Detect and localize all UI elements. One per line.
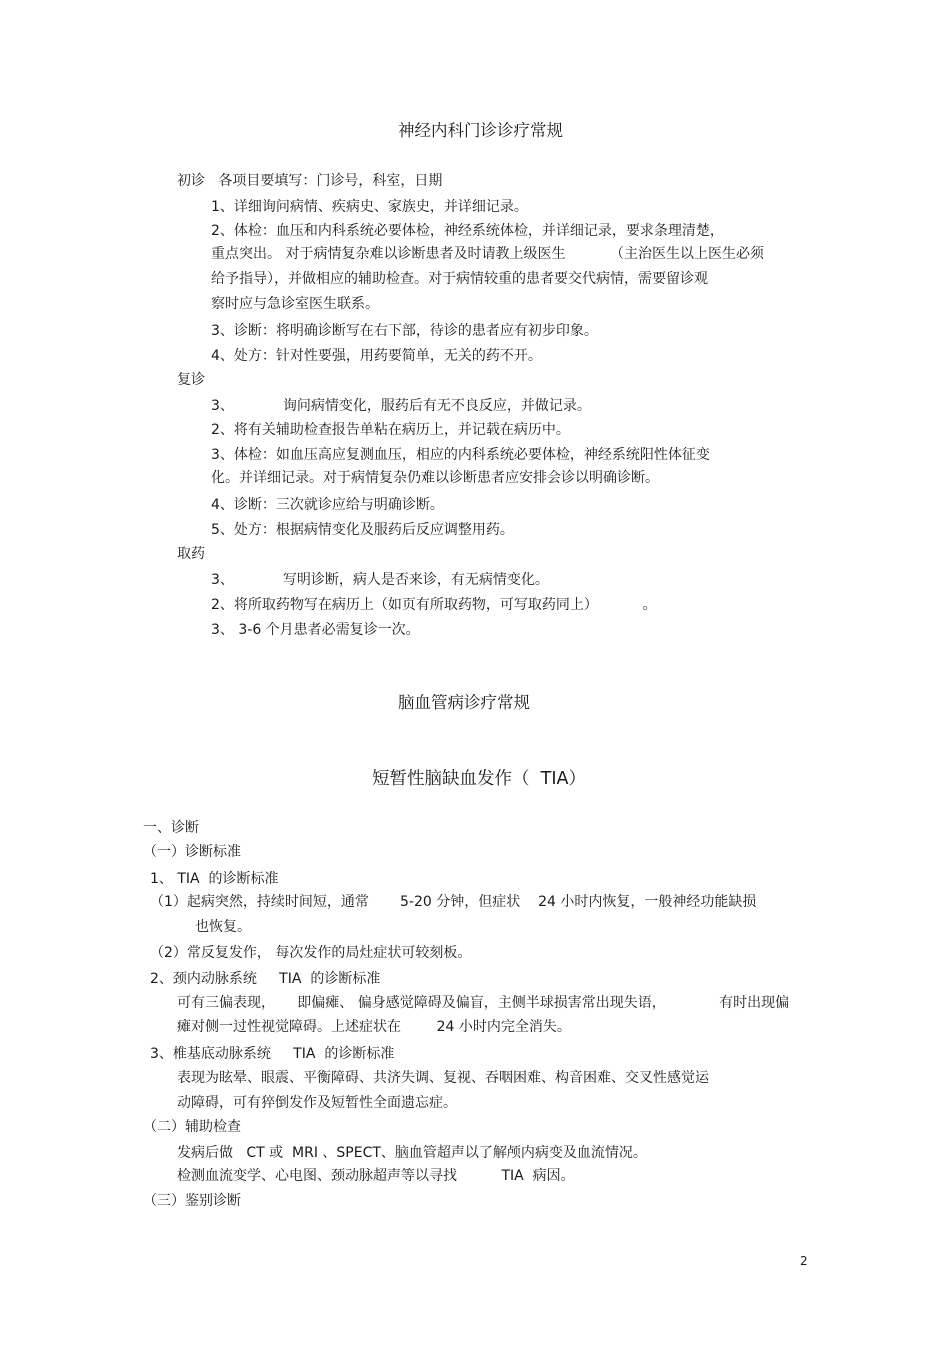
first-visit-heading: 初诊 各项目要填写：门诊号，科室，日期 <box>177 173 443 189</box>
criteria-item-3-line-1: 表现为眩晕、眼震、平衡障碍、共济失调、复视、吞咽困难、构音困难、交叉性感觉运 <box>177 1070 709 1086</box>
return-visit-item-2: 2、将有关辅助检查报告单粘在病历上，并记载在病历中。 <box>211 422 570 438</box>
return-visit-item-3-line-2: 化。并详细记录。对于病情复杂仍难以诊断患者应安排会诊以明确诊断。 <box>211 470 659 486</box>
page-number: 2 <box>800 1254 808 1268</box>
first-visit-item-2-line-1: 2、体检：血压和内科系统必要体检，神经系统体检，并详细记录，要求条理清楚， <box>211 223 724 239</box>
criteria-item-1-1-line-2: 也恢复。 <box>195 919 251 935</box>
auxiliary-exam-heading: （二）辅助检查 <box>143 1119 241 1135</box>
criteria-item-2-line-1: 可有三偏表现， 即偏瘫、 偏身感觉障碍及偏盲，主侧半球损害常出现失语， 有时出现偏 <box>177 995 790 1011</box>
criteria-item-1-2: （2）常反复发作， 每次发作的局灶症状可较刻板。 <box>150 945 472 961</box>
return-visit-item-4: 4、诊断：三次就诊应给与明确诊断。 <box>211 497 444 513</box>
criteria-item-1-1-line-1: （1）起病突然，持续时间短，通常 5-20 分钟，但症状 24 小时内恢复，一般神经功能缺损 <box>150 894 757 910</box>
auxiliary-exam-line-1: 发病后做 CT 或 MRI 、SPECT、脑血管超声以了解颅内病变及血流情况。 <box>177 1145 647 1161</box>
first-visit-item-1: 1、详细询问病情、疾病史、家族史，并详细记录。 <box>211 199 528 215</box>
medicine-item-3: 3、 3-6 个月患者必需复诊一次。 <box>211 622 420 638</box>
first-visit-item-4: 4、处方：针对性要强，用药要简单，无关的药不开。 <box>211 348 542 364</box>
criteria-item-1: 1、 TIA 的诊断标准 <box>150 871 279 887</box>
section-title-tia: 短暂性脑缺血发作（ TIA） <box>372 769 586 789</box>
medicine-heading: 取药 <box>177 546 205 562</box>
first-visit-item-2-line-3: 给予指导），并做相应的辅助检查。对于病情较重的患者要交代病情，需要留诊观 <box>211 271 708 287</box>
return-visit-item-1: 3、 询问病情变化，服药后有无不良反应，并做记录。 <box>211 398 591 414</box>
auxiliary-exam-line-2: 检测血流变学、心电图、颈动脉超声等以寻找 TIA 病因。 <box>177 1168 575 1184</box>
first-visit-item-2-line-2: 重点突出。 对于病情复杂难以诊断患者及时请教上级医生 （主治医生以上医生必须 <box>211 246 764 262</box>
return-visit-heading: 复诊 <box>177 372 205 388</box>
criteria-item-2-line-2: 瘫对侧一过性视觉障碍。上述症状在 24 小时内完全消失。 <box>177 1019 571 1035</box>
criteria-item-2: 2、颈内动脉系统 TIA 的诊断标准 <box>150 971 381 987</box>
medicine-item-2: 2、将所取药物写在病历上（如页有所取药物，可写取药同上） 。 <box>211 597 657 613</box>
first-visit-item-3: 3、诊断：将明确诊断写在右下部，待诊的患者应有初步印象。 <box>211 323 598 339</box>
criteria-item-3: 3、椎基底动脉系统 TIA 的诊断标准 <box>150 1046 395 1062</box>
first-visit-item-2-line-4: 察时应与急诊室医生联系。 <box>211 296 379 312</box>
criteria-item-3-line-2: 动障碍，可有猝倒发作及短暂性全面遗忘症。 <box>177 1095 457 1111</box>
return-visit-item-3-line-1: 3、体检：如血压高应复测血压，相应的内科系统必要体检，神经系统阳性体征变 <box>211 447 710 463</box>
return-visit-item-5: 5、处方：根据病情变化及服药后反应调整用药。 <box>211 522 514 538</box>
section-title-cerebrovascular: 脑血管病诊疗常规 <box>398 693 530 712</box>
medicine-item-1: 3、 写明诊断，病人是否来诊，有无病情变化。 <box>211 572 549 588</box>
criteria-heading: （一）诊断标准 <box>143 844 241 860</box>
diagnosis-heading: 一、诊断 <box>143 820 199 836</box>
section-title-outpatient: 神经内科门诊诊疗常规 <box>398 121 563 140</box>
differential-diagnosis-heading: （三）鉴别诊断 <box>143 1193 241 1209</box>
